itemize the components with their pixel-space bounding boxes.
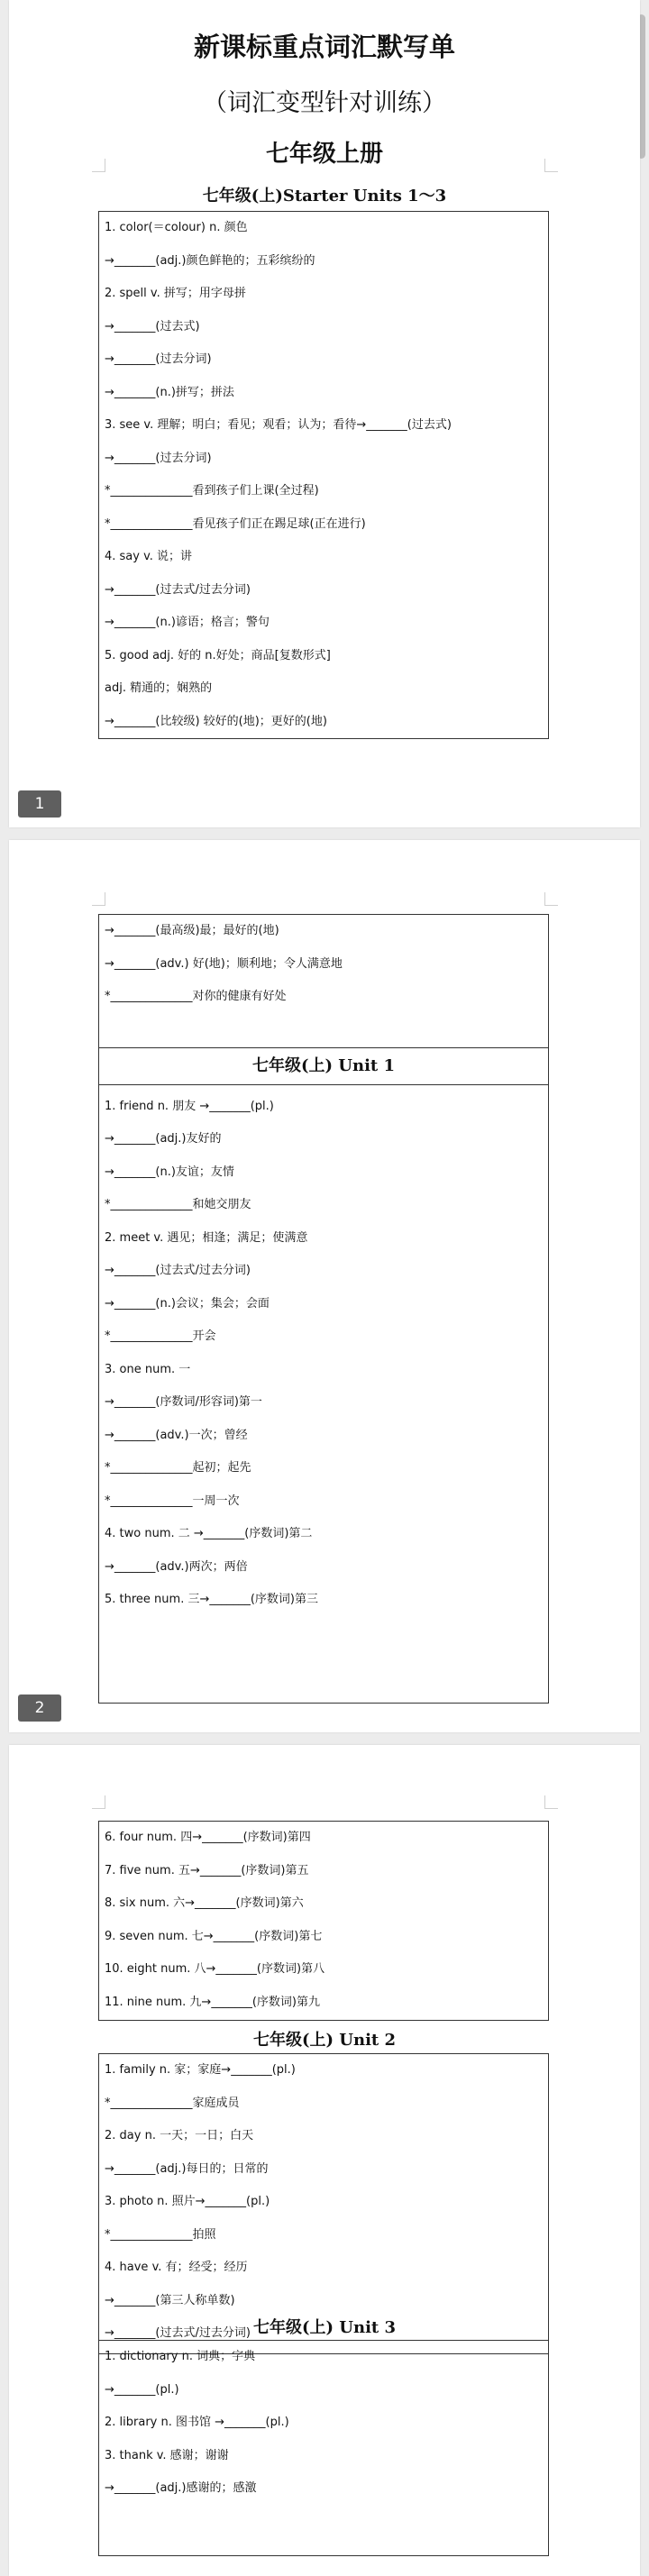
vocab-row: 4. two num. 二 →_______(序数词)第二 (105, 1527, 313, 1540)
vocab-row: 3. photo n. 照片→_______(pl.) (105, 2195, 270, 2208)
vocab-row: 10. eight num. 八→_______(序数词)第八 (105, 1962, 325, 1976)
vocab-row: 11. nine num. 九→_______(序数词)第九 (105, 1995, 320, 2009)
vocab-row: 2. meet v. 遇见；相逢；满足；使满意 (105, 1230, 308, 1245)
vocab-row: *______________看见孩子们正在踢足球(正在进行) (105, 516, 366, 531)
doc-title: 新课标重点词汇默写单 (193, 32, 455, 62)
vocab-row: *______________家庭成员 (105, 2096, 240, 2110)
section-title-starter: 七年级(上)Starter Units 1～3 (202, 187, 447, 206)
vocab-row: →_______(过去式/过去分词) (105, 2326, 251, 2340)
vocab-row: →_______(过去分词) (105, 352, 212, 366)
vocab-row: →_______(比较级) 较好的(地)；更好的(地) (105, 714, 327, 728)
vocab-row: *______________和她交朋友 (105, 1198, 251, 1211)
vocab-row: 2. library n. 图书馆 →_______(pl.) (105, 2416, 289, 2429)
section-title-unit3: 七年级(上) Unit 3 (252, 2318, 397, 2337)
vocab-box-unit1 (98, 914, 549, 1704)
document-page-1 (9, 0, 640, 827)
vocab-row: adj. 精通的；娴熟的 (105, 681, 213, 695)
crop-mark (544, 892, 558, 906)
crop-mark (92, 1795, 105, 1809)
vocab-row: 4. have v. 有；经受；经历 (105, 2261, 248, 2274)
vocab-row: *______________开会 (105, 1329, 216, 1343)
vocab-row: →_______(adj.)每日的；日常的 (105, 2161, 269, 2176)
vocab-row: 2. day n. 一天；一日；白天 (105, 2129, 254, 2142)
vocab-row: 1. color(＝colour) n. 颜色 (105, 221, 248, 234)
vocab-row: *______________看到孩子们上课(全过程) (105, 484, 319, 498)
vocab-row: 1. family n. 家；家庭→_______(pl.) (105, 2063, 296, 2077)
vocab-row: 2. spell v. 拼写；用字母拼 (105, 287, 246, 300)
vocab-row: →_______(n.)拼写；拼法 (105, 385, 234, 399)
vocab-row: 4. say v. 说；讲 (105, 550, 193, 563)
vocab-row: 8. six num. 六→_______(序数词)第六 (105, 1896, 304, 1910)
vocab-row: 3. thank v. 感谢；谢谢 (105, 2448, 229, 2462)
section-title-unit2: 七年级(上) Unit 2 (252, 2031, 397, 2050)
crop-mark (92, 892, 105, 906)
vocab-row: 3. see v. 理解；明白；看见；观看；认为；看待→_______(过去式) (105, 418, 452, 432)
vocab-row: →_______(过去分词) (105, 451, 212, 465)
vocab-row: 1. dictionary n. 词典；字典 (105, 2350, 256, 2363)
vocab-row: →_______(过去式) (105, 319, 200, 333)
vocab-box-unit1-cont (98, 1821, 549, 2021)
vocab-row: 7. five num. 五→_______(序数词)第五 (105, 1863, 309, 1877)
page-number-badge: 2 (18, 1694, 61, 1722)
vocab-row: →_______(过去式/过去分词) (105, 582, 251, 597)
vocab-row: →_______(adj.)友好的 (105, 1132, 222, 1146)
vocab-row: →_______(序数词/形容词)第一 (105, 1395, 262, 1409)
vocab-row: 1. friend n. 朋友 →_______(pl.) (105, 1099, 274, 1113)
vocab-row: →_______(n.)会议；集会；会面 (105, 1296, 270, 1311)
vocab-box-unit2 (98, 2053, 549, 2354)
vocab-row: 3. one num. 一 (105, 1362, 191, 1376)
crop-mark (544, 1795, 558, 1809)
vocab-row: *______________一周一次 (105, 1494, 240, 1508)
vocab-row: →_______(adv.)一次；曾经 (105, 1428, 248, 1442)
vocab-row: 5. good adj. 好的 n.好处；商品[复数形式] (105, 648, 331, 662)
vocab-box-starter (98, 211, 549, 739)
vocab-row: →_______(第三人称单数) (105, 2293, 235, 2307)
vocab-row: 6. four num. 四→_______(序数词)第四 (105, 1831, 311, 1844)
vocab-row: →_______(最高级)最；最好的(地) (105, 924, 279, 937)
vocab-box-unit3 (98, 2340, 549, 2556)
vocab-row: →_______(adv.)两次；两倍 (105, 1559, 248, 1574)
vocab-row: *______________起初；起先 (105, 1461, 251, 1475)
vocab-row: →_______(adv.) 好(地)；顺利地；令人满意地 (105, 956, 343, 971)
vocab-row: →_______(pl.) (105, 2382, 179, 2397)
document-page-2 (9, 840, 640, 1732)
vocab-row: →_______(过去式/过去分词) (105, 1264, 251, 1277)
vocab-row: →_______(adj.)感谢的；感激 (105, 2481, 257, 2495)
doc-subtitle: （词汇变型针对训练） (203, 89, 446, 117)
page-number-badge: 1 (18, 790, 61, 818)
vocab-row: *______________对你的健康有好处 (105, 990, 287, 1003)
vocab-row: →_______(adj.)颜色鲜艳的；五彩缤纷的 (105, 253, 315, 268)
vocab-row: 5. three num. 三→_______(序数词)第三 (105, 1593, 319, 1606)
vocab-row: *______________拍照 (105, 2227, 216, 2242)
document-page-3 (9, 1745, 640, 2576)
vocab-row: →_______(n.)友谊；友情 (105, 1165, 234, 1179)
doc-grade: 七年级上册 (265, 141, 383, 168)
vocab-row: 9. seven num. 七→_______(序数词)第七 (105, 1929, 323, 1943)
section-title-unit1: 七年级(上) Unit 1 (99, 1047, 548, 1084)
vocab-row: →_______(n.)谚语；格言；警句 (105, 616, 270, 629)
